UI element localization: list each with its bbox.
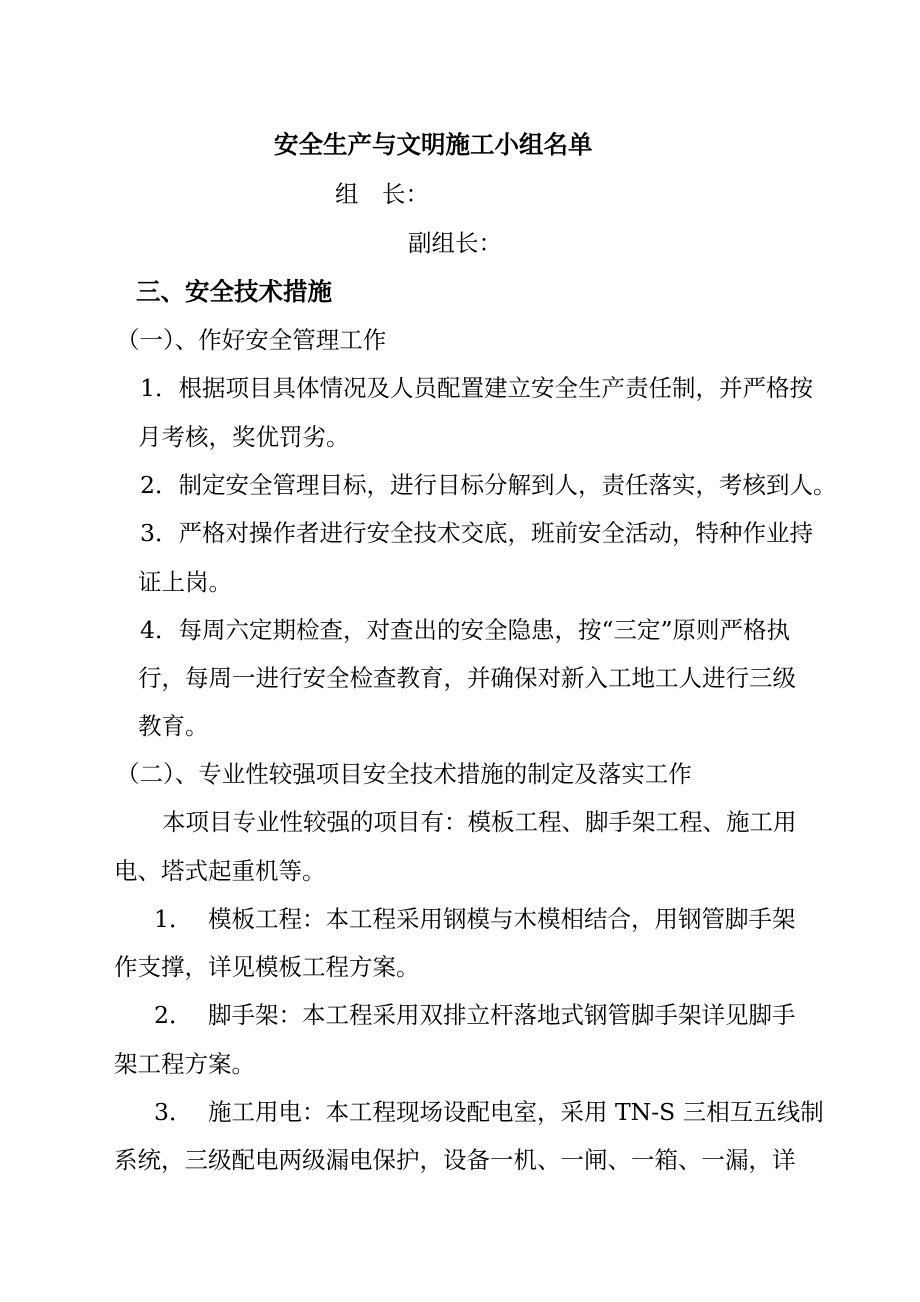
list-item-line: 月考核，奖优罚劣。 — [138, 423, 350, 451]
list-item-line: 1．根据项目具体情况及人员配置建立安全生产责任制，并严格按 — [140, 374, 813, 402]
list-number: 3． — [154, 1098, 193, 1126]
list-item-text: 脚手架：本工程采用双排立杆落地式钢管脚手架详见脚手 — [208, 1001, 796, 1029]
list-item-line: 3．严格对操作者进行安全技术交底，班前安全活动，特种作业持 — [140, 519, 813, 547]
vice-leader-label: 副组长： — [408, 229, 502, 257]
list-item-line: 作支撑，详见模板工程方案。 — [114, 953, 420, 981]
list-item-text: 施工用电：本工程现场设配电室，采用 TN-S 三相互五线制 — [208, 1098, 824, 1126]
list-item-line: 2．制定安全管理目标，进行目标分解到人，责任落实，考核到人。 — [140, 471, 837, 499]
list-item-line — [154, 999, 796, 1031]
document-title: 安全生产与文明施工小组名单 — [274, 130, 593, 159]
list-item-line: 4．每周六定期检查，对查出的安全隐患，按“三定”原则严格执 — [140, 616, 790, 644]
list-item-line — [154, 1096, 824, 1128]
section-heading: 三、安全技术措施 — [136, 277, 332, 306]
leader-label: 组 长： — [335, 180, 429, 208]
list-item-line: 证上岗。 — [138, 568, 232, 596]
list-item-line: 行，每周一进行安全检查教育，并确保对新入工地工人进行三级 — [138, 664, 796, 692]
subsection-heading: （一）、作好安全管理工作 — [116, 326, 387, 354]
list-item-text: 模板工程：本工程采用钢模与木模相结合，用钢管脚手架 — [208, 905, 796, 933]
list-item-line: 教育。 — [138, 712, 209, 740]
list-item-line: 架工程方案。 — [114, 1050, 255, 1078]
paragraph-line: 本项目专业性较强的项目有：模板工程、脚手架工程、施工用 — [162, 808, 797, 836]
subsection-heading: （二）、专业性较强项目安全技术措施的制定及落实工作 — [116, 760, 692, 788]
list-number: 1． — [154, 905, 193, 933]
paragraph-line: 电、塔式起重机等。 — [114, 857, 326, 885]
list-item-line — [154, 903, 796, 935]
list-number: 2． — [154, 1001, 193, 1029]
list-item-line: 系统，三级配电两级漏电保护，设备一机、一闸、一箱、一漏，详 — [114, 1146, 796, 1174]
